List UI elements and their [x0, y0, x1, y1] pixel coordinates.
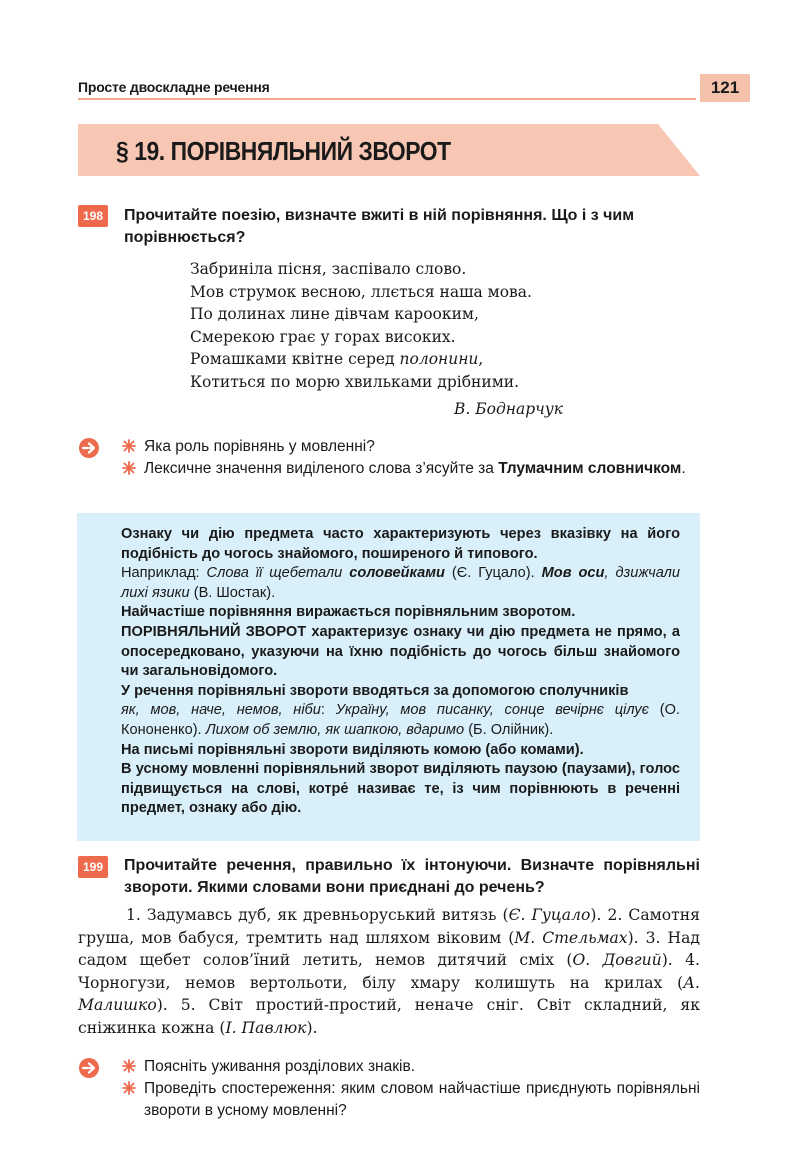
highlighted-word: полонини — [399, 350, 479, 368]
sentence-text: 1. Задумавсь дуб, як древньоруський витязь ( — [126, 906, 509, 924]
exercise-199-instruction: Прочитайте речення, правильно їх інтонуючи. Визначте порівняльні звороти. Якими словами вони приєднані до речень? — [124, 857, 700, 896]
rule-paragraph: Ознаку чи дію предмета часто характеризують через вказівку на його подібність до чогось знайомого, поширеного й типового. — [121, 526, 680, 562]
rule-paragraph: У речення порівняльні звороти вводяться за допомогою сполучників — [121, 682, 629, 699]
example-text: Слова її щебетали — [206, 565, 350, 582]
rule-paragraph — [121, 623, 680, 682]
source-author: А. Малишко — [78, 973, 700, 1015]
example-highlight: соловейками — [349, 565, 445, 582]
task-item — [122, 1078, 700, 1122]
task-item — [122, 458, 700, 480]
term: ПОРІВНЯЛЬНИЙ ЗВОРОТ — [121, 623, 307, 640]
term-definition: характеризує ознаку чи дію предмета не прямо, а опосередковано, указуючи на їхню подібність до чогось більш знайомого чи загальновідомого. — [121, 623, 680, 680]
example-source: (Є. Гуцало). — [444, 565, 542, 582]
example-source: (В. Шостак). — [189, 584, 276, 601]
poem-line: Котиться по морю хвильками дрібними. — [190, 372, 520, 391]
sentence-text: ). 5. Світ простий-простий, неначе сніг. Світ складний, як сніжинка кожна ( — [78, 996, 700, 1037]
exercise-number-badge: 198 — [78, 205, 108, 227]
arrow-right-icon — [78, 437, 100, 459]
section-banner — [78, 124, 700, 176]
exercise-198-instruction: Прочитайте поезію, визначте вжиті в ній порівняння. Що і з чим порівнюється? — [124, 207, 635, 246]
task-text: Лексичне значення виділеного слова з’ясуйте за — [144, 460, 499, 477]
sentence-text: ). 4. Чорногузи, немов вертольоти, білу хмару колишуть на крилах ( — [78, 951, 700, 992]
rule-paragraph: Найчастіше порівняння виражається порівняльним зворотом. — [121, 604, 576, 621]
dictionary-reference: Тлумачним словничком — [498, 460, 682, 477]
source-author: М. Стельмах — [514, 928, 628, 947]
rule-example — [121, 564, 680, 603]
poem — [190, 258, 532, 393]
task-list — [122, 1056, 700, 1122]
poem-line: По долинах лине дівчам карооким, — [190, 305, 479, 323]
poem-line-text: Ромашками квітне серед — [190, 350, 400, 368]
poem-line — [190, 348, 532, 371]
example-text: Лихом об землю, як шапкою, вдаримо — [205, 721, 465, 738]
task-text: Проведіть спостереження: яким словом найчастіше приєднують порівняльні звороти в усному мовленні? — [144, 1080, 700, 1119]
task-list — [122, 436, 700, 480]
sentence-text: ). — [306, 1018, 318, 1037]
example-source: (Б. Олійник). — [464, 721, 554, 738]
rule-paragraph: В усному мовленні порівняльний зворот виділяють паузою (паузами), голос підвищується на слові, котре́ називає те, із чим порівнюють в реченні предмет, ознаку або дію. — [121, 761, 680, 817]
snowflake-bullet-icon — [122, 439, 136, 453]
task-text: Яка роль порівнянь у мовленні? — [144, 438, 375, 455]
rule-paragraph: На письмі порівняльні звороти виділяють комою (або комами). — [121, 741, 584, 758]
source-author: Є. Гуцало — [508, 906, 591, 924]
exercise-number-badge: 199 — [78, 856, 108, 878]
poem-line: Забриніла пісня, заспівало слово. — [190, 260, 467, 278]
poem-author: В. Боднарчук — [454, 400, 564, 418]
example-text: , дзижчали лихі язики — [121, 565, 680, 601]
arrow-right-icon — [78, 1057, 100, 1079]
task-item — [122, 436, 700, 458]
sentence-text: ). 3. Над садом щебет солов’їний летить, немов дитячий сміх ( — [78, 928, 700, 970]
example-text: Україну, мов писанку, сонце вечірнє цілує — [335, 702, 649, 719]
exercise-199-text — [78, 904, 700, 1040]
poem-line: Смерекою грає у горах високих. — [190, 327, 456, 346]
poem-punct: , — [478, 350, 484, 368]
conjunction-list: як, мов, наче, немов, ніби — [121, 702, 321, 719]
punct: : — [320, 702, 336, 719]
example-highlight: Мов оси — [541, 565, 605, 582]
page-number: 121 — [700, 74, 750, 102]
rule-box — [77, 513, 700, 841]
example-source: (О. Кононенко). — [121, 702, 680, 738]
poem-line: Мов струмок весною, ллється наша мова. — [190, 282, 532, 301]
source-author: І. Павлюк — [225, 1018, 307, 1037]
snowflake-bullet-icon — [122, 1059, 136, 1073]
snowflake-bullet-icon — [122, 461, 136, 475]
snowflake-bullet-icon — [122, 1081, 136, 1095]
sentence-text: ). 2. Самотня груша, мов бабуся, тремтить над шляхом віковим ( — [78, 906, 701, 947]
task-item — [122, 1056, 700, 1078]
task-punct: . — [681, 460, 686, 477]
task-text: Поясніть уживання розділових знаків. — [144, 1058, 416, 1075]
header-rule — [78, 98, 696, 100]
source-author: О. Довгий — [572, 951, 662, 970]
running-title: Просте двоскладне речення — [78, 79, 270, 95]
example-label: Наприклад: — [121, 565, 207, 582]
section-title: § 19. ПОРІВНЯЛЬНИЙ ЗВОРОТ — [116, 136, 451, 166]
rule-examples — [121, 701, 680, 740]
